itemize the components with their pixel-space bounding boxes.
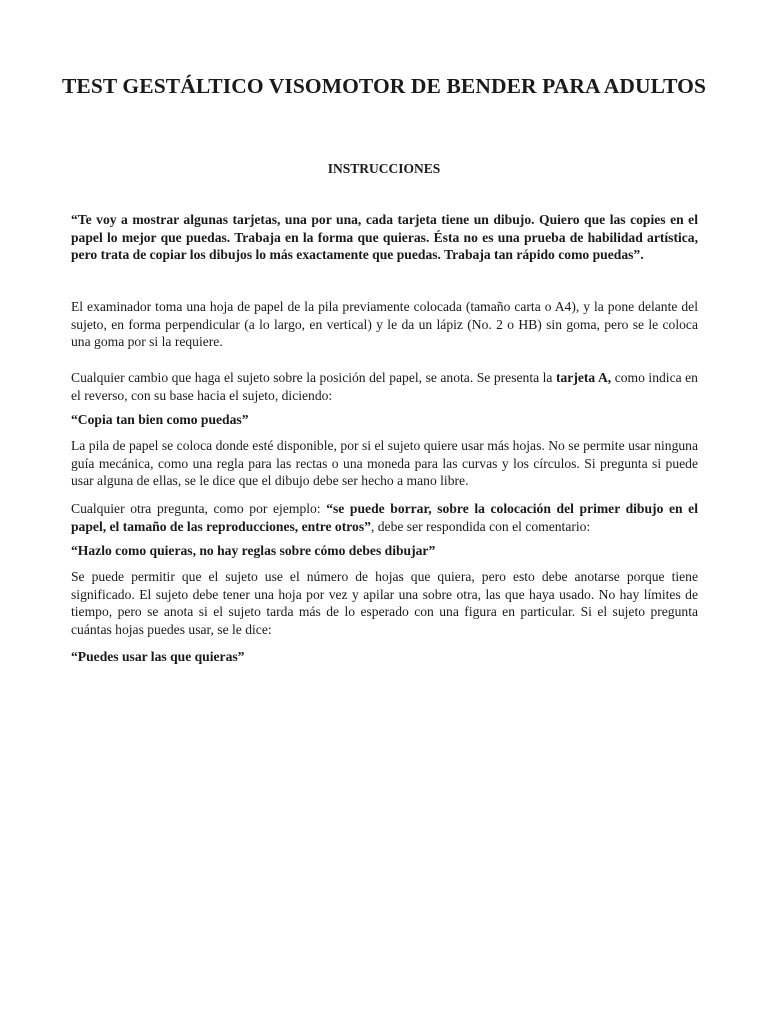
paragraph-sheets-count: Se puede permitir que el sujeto use el número de hojas que quiera, pero esto debe anotarse porque tiene significado. El sujeto debe tener una hoja por vez y apilar una sobre otra, las que haya usado. No hay límites de tiempo, pero se anota si el sujeto tarda más de lo esperado con una figura en particular. Si el sujeto pregunta cuántas hojas puedes usar, se le dice: — [71, 569, 698, 637]
paragraph-card-a-text-2: como indica en el reverso, con su base hacia el sujeto, diciendo: — [71, 370, 698, 403]
section-heading: INSTRUCCIONES — [327, 161, 441, 176]
paragraph-other-questions-text-1: Cualquier otra pregunta, como por ejemplo: — [71, 501, 327, 516]
opening-instruction-quote: “Te voy a mostrar algunas tarjetas, una por una, cada tarjeta tiene un dibujo. Quiero que las copies en el papel lo mejor que puedas. Trabaja en la forma que quieras. Ésta no es una prueba de habilidad artística, pero trata de copiar los dibujos lo más exactamente que puedas. Trabaja tan rápido como puedas”. — [71, 212, 698, 262]
paragraph-card-a — [71, 369, 698, 404]
paragraph-other-questions — [71, 500, 698, 535]
card-a-label: tarjeta A, — [555, 370, 612, 385]
example-questions-bold: “se puede borrar, sobre la colocación del primer dibujo en el papel, el tamaño de las reproducciones, entre otros” — [71, 501, 698, 534]
quote-copy-as-well: “Copia tan bien como puedas” — [71, 412, 249, 427]
quote-use-as-many: “Puedes usar las que quieras” — [71, 649, 245, 664]
paragraph-paper-setup: El examinador toma una hoja de papel de la pila previamente colocada (tamaño carta o A4), y la pone delante del sujeto, en forma perpendicular (a lo largo, en vertical) y le da un lápiz (No. 2 o HB) sin goma, pero se le coloca una goma por si la requiere. — [71, 299, 698, 349]
paragraph-other-questions-text-2: , debe ser respondida con el comentario: — [370, 518, 591, 534]
quote-do-as-you-want: “Hazlo como quieras, no hay reglas sobre cómo debes dibujar” — [71, 543, 436, 558]
document-title: TEST GESTÁLTICO VISOMOTOR DE BENDER PARA ADULTOS — [61, 74, 707, 98]
paragraph-card-a-text-1: Cualquier cambio que haga el sujeto sobre la posición del papel, se anota. Se presenta la — [71, 370, 556, 385]
paragraph-paper-pile: La pila de papel se coloca donde esté disponible, por si el sujeto quiere usar más hojas. No se permite usar ninguna guía mecánica, como una regla para las rectas o una moneda para las curvas y los círculos. Si pregunta si puede usar alguna de ellas, se le dice que el dibujo debe ser hecho a mano libre. — [71, 438, 698, 488]
